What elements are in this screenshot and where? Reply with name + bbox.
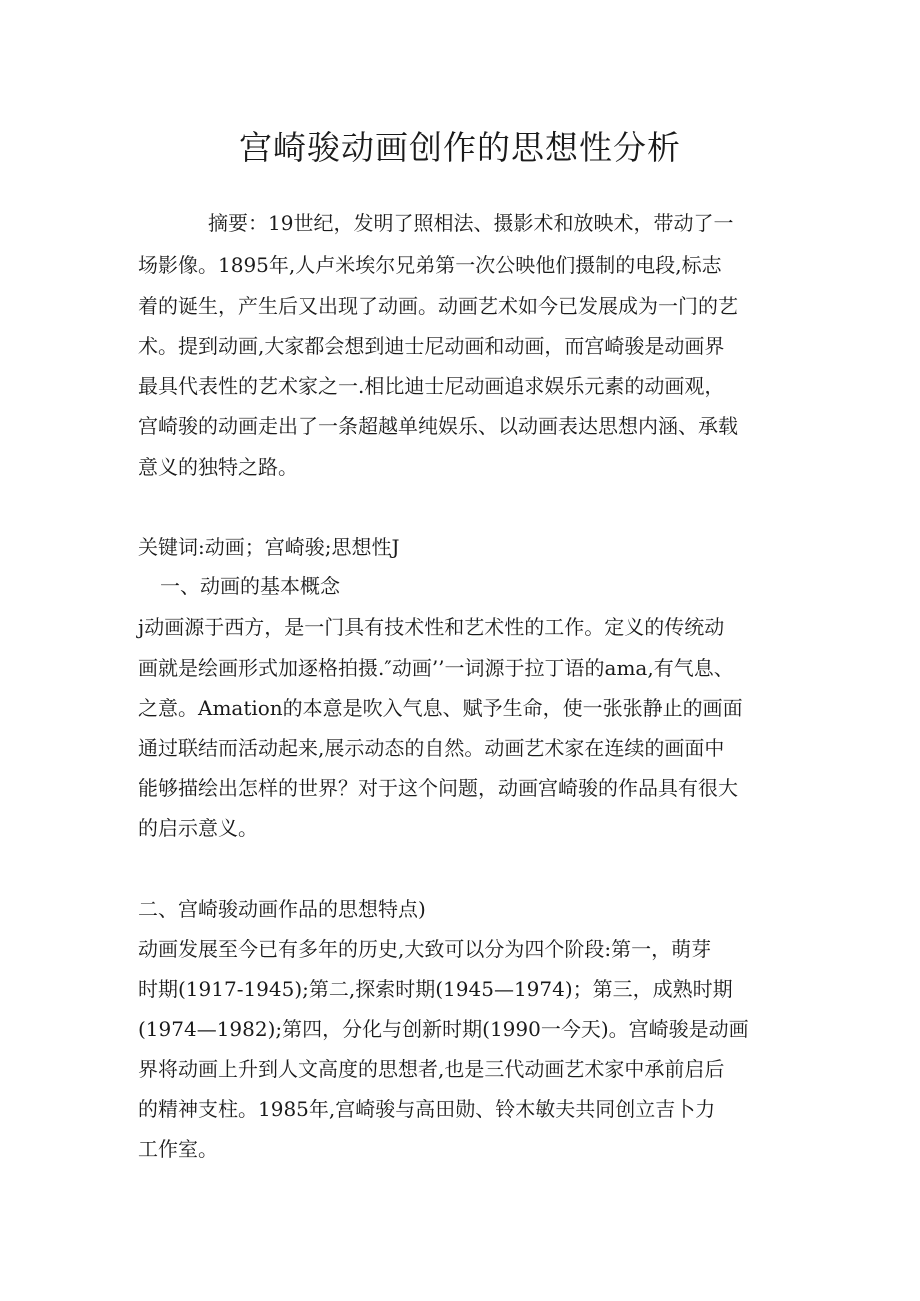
body-line: (1974—1982);第四，分化与创新时期(1990一今天)。宫崎骏是动画 <box>138 1017 749 1041</box>
abstract-line: 最具代表性的艺术家之一.相比迪士尼动画追求娱乐元素的动画观， <box>138 374 725 398</box>
abstract-line: 场影像。1895年,人卢米埃尔兄弟第一次公映他们摄制的电段,标志 <box>138 253 722 277</box>
body-line: 的精神支柱。1985年,宫崎骏与高田勋、铃木敏夫共同创立吉卜力 <box>138 1097 716 1121</box>
section-heading: 二、宫崎骏动画作品的思想特点) <box>138 897 426 921</box>
body-line: 时期(1917-1945);第二,探索时期(1945—1974)；第三，成熟时期 <box>138 977 733 1001</box>
abstract-line: 着的诞生，产生后又出现了动画。动画艺术如今已发展成为一门的艺 <box>138 294 738 318</box>
body-line: 的启示意义。 <box>138 816 258 840</box>
body-line: 之意。Amation的本意是吹入气息、赋予生命，使一张张静止的画面 <box>138 696 743 720</box>
body-line: j动画源于西方，是一门具有技术性和艺术性的工作。定义的传统动 <box>138 615 725 639</box>
body-line: 能够描绘出怎样的世界？对于这个问题，动画宫崎骏的作品具有很大 <box>138 776 738 800</box>
body-line: 画就是绘画形式加逐格拍摄.″动画’’一词源于拉丁语的ama,有气息、 <box>138 656 734 680</box>
abstract-line: 宫崎骏的动画走出了一条超越单纯娱乐、以动画表达思想内涵、承载 <box>138 414 738 438</box>
body-line: 动画发展至今已有多年的历史,大致可以分为四个阶段:第一，萌芽 <box>138 937 712 961</box>
abstract-line: 意义的独特之路。 <box>138 455 298 479</box>
document-title: 宫崎骏动画创作的思想性分析 <box>239 128 681 167</box>
body-line: 工作室。 <box>138 1137 218 1161</box>
section-heading: 一、动画的基本概念 <box>160 574 340 598</box>
body-line: 界将动画上升到人文高度的思想者,也是三代动画艺术家中承前启后 <box>138 1057 725 1081</box>
abstract-line: 术。提到动画,大家都会想到迪士尼动画和动画，而宫崎骏是动画界 <box>138 334 725 358</box>
abstract-line: 摘要：19世纪，发明了照相法、摄影术和放映术，带动了一 <box>208 211 734 235</box>
body-line: 通过联结而活动起来,展示动态的自然。动画艺术家在连续的画面中 <box>138 736 725 760</box>
keywords-line: 关键词:动画；宫崎骏;思想性J <box>138 535 400 559</box>
